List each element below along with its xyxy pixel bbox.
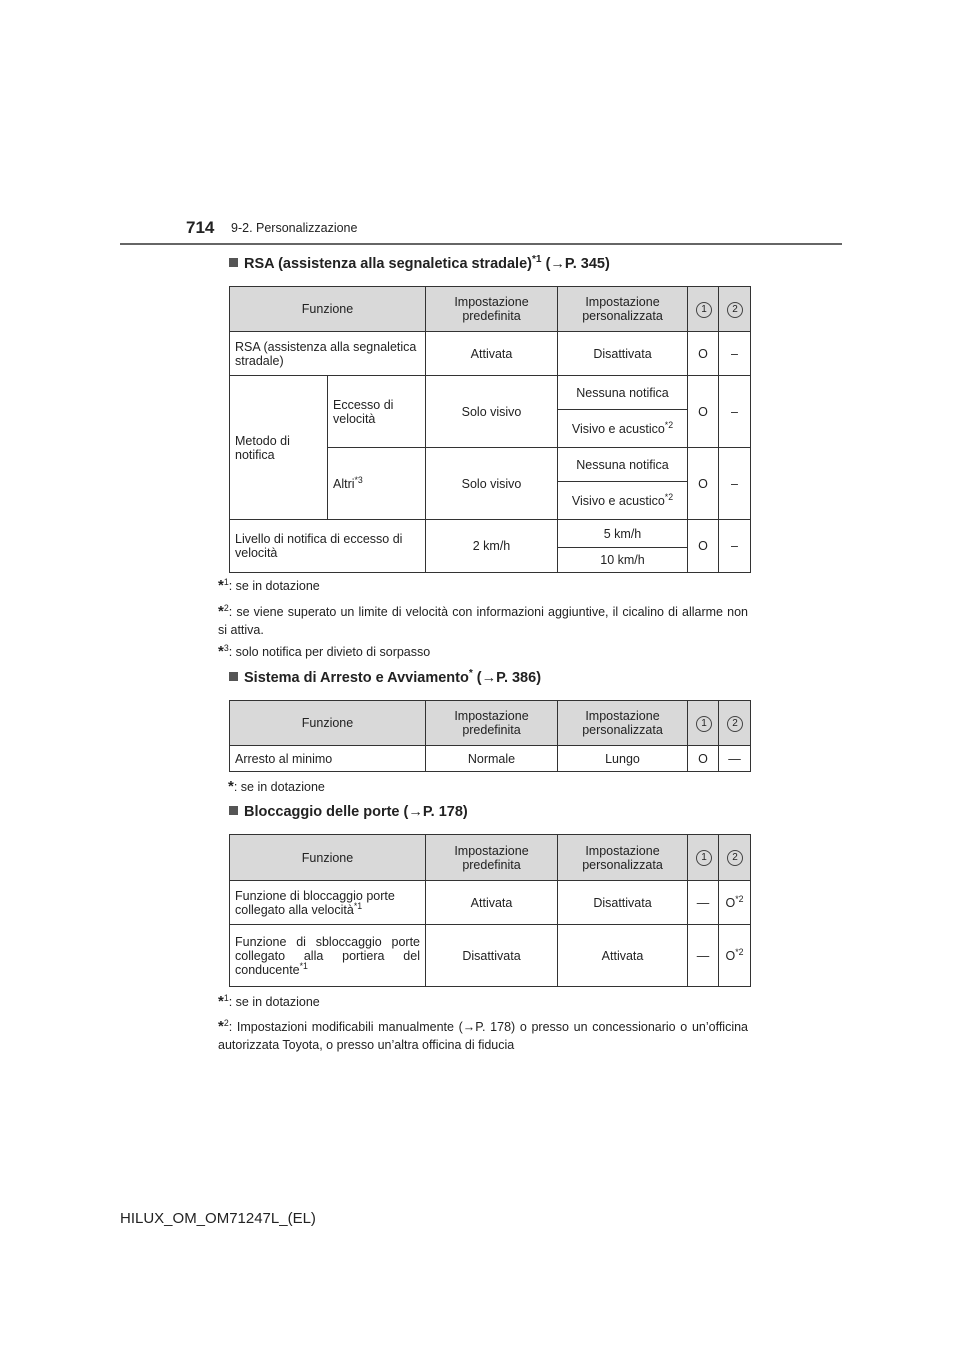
table-row: RSA (assistenza alla segnaletica stradale) Attivata Disattivata O –	[230, 332, 751, 376]
col-1	[688, 287, 719, 332]
col-1	[688, 835, 719, 881]
table-row: Visivo e acustico$^{*2}$	[230, 410, 751, 448]
footnote-door-2: *$^2$: Impostazioni modificabili manualmente (→P. 178) o presso un concessionario o un’officina autorizzata Toyota, o presso un’altra officina di fiducia	[218, 1017, 748, 1052]
col-predefinita: Impostazione predefinita	[426, 701, 558, 746]
col-predefinita: Impostazione predefinita	[426, 287, 558, 332]
circle-2-icon: 2	[727, 302, 743, 318]
circle-1-icon: 1	[696, 716, 712, 732]
col-2	[719, 287, 751, 332]
square-bullet-icon	[229, 806, 238, 815]
table-row: Visivo e acustico$^{*2}$	[230, 482, 751, 520]
col-funzione: Funzione	[230, 701, 426, 746]
square-bullet-icon	[229, 672, 238, 681]
section-heading-door-lock: Bloccaggio delle porte (→P. 178)	[229, 804, 468, 820]
stop-start-table	[229, 700, 751, 772]
col-2	[719, 835, 751, 881]
page-number: 714	[186, 218, 215, 237]
section-heading-rsa: RSA (assistenza alla segnaletica stradale)$^{*1}$ (→P. 345)	[229, 256, 610, 272]
table-row: Arresto al minimo Normale Lungo O —	[230, 746, 751, 772]
table-row: Altri$^{*3}$ Solo visivo Nessuna notifica O –	[230, 448, 751, 482]
table-row: Metodo di notifica Eccesso di velocità Solo visivo Nessuna notifica O –	[230, 376, 751, 410]
col-funzione: Funzione	[230, 835, 426, 881]
circle-1-icon: 1	[696, 850, 712, 866]
rsa-table	[229, 286, 751, 573]
table-row: Funzione di sbloccaggio porte collegato alla portiera del conducente$^{*1}$ Disattivata Attivata — $O^{*2}$	[230, 925, 751, 987]
table-row: Funzione di bloccaggio porte collegato alla velocità$^{*1}$ Attivata Disattivata — $O^{*2}$	[230, 881, 751, 925]
footnote-door-1: *$^1$: se in dotazione	[218, 992, 320, 1010]
table-row: Livello di notifica di eccesso di velocità 2 km/h 5 km/h O –	[230, 520, 751, 548]
section-heading-stop-start: Sistema di Arresto e Avviamento* (→P. 386)	[229, 670, 541, 686]
circle-2-icon: 2	[727, 716, 743, 732]
header-divider	[120, 243, 842, 245]
col-personalizzata: Impostazione personalizzata	[558, 287, 688, 332]
col-2	[719, 701, 751, 746]
section-title: 9-2. Personalizzazione	[231, 221, 358, 235]
col-personalizzata: Impostazione personalizzata	[558, 835, 688, 881]
circle-2-icon: 2	[727, 850, 743, 866]
square-bullet-icon	[229, 258, 238, 267]
col-1	[688, 701, 719, 746]
footnote-1: *$^1$: se in dotazione	[218, 576, 320, 594]
table-row: 10 km/h	[230, 548, 751, 573]
document-code: HILUX_OM_OM71247L_(EL)	[120, 1210, 316, 1227]
footnote-3: *$^3$: solo notifica per divieto di sorpasso	[218, 642, 431, 660]
footnote-stop-start: *: se in dotazione	[228, 778, 325, 795]
col-personalizzata: Impostazione personalizzata	[558, 701, 688, 746]
col-predefinita: Impostazione predefinita	[426, 835, 558, 881]
door-lock-table	[229, 834, 751, 987]
col-funzione: Funzione	[230, 287, 426, 332]
circle-1-icon: 1	[696, 302, 712, 318]
footnote-2: *$^2$: se viene superato un limite di velocità con informazioni aggiuntive, il cicalino di allarme non si attiva.	[218, 602, 748, 637]
